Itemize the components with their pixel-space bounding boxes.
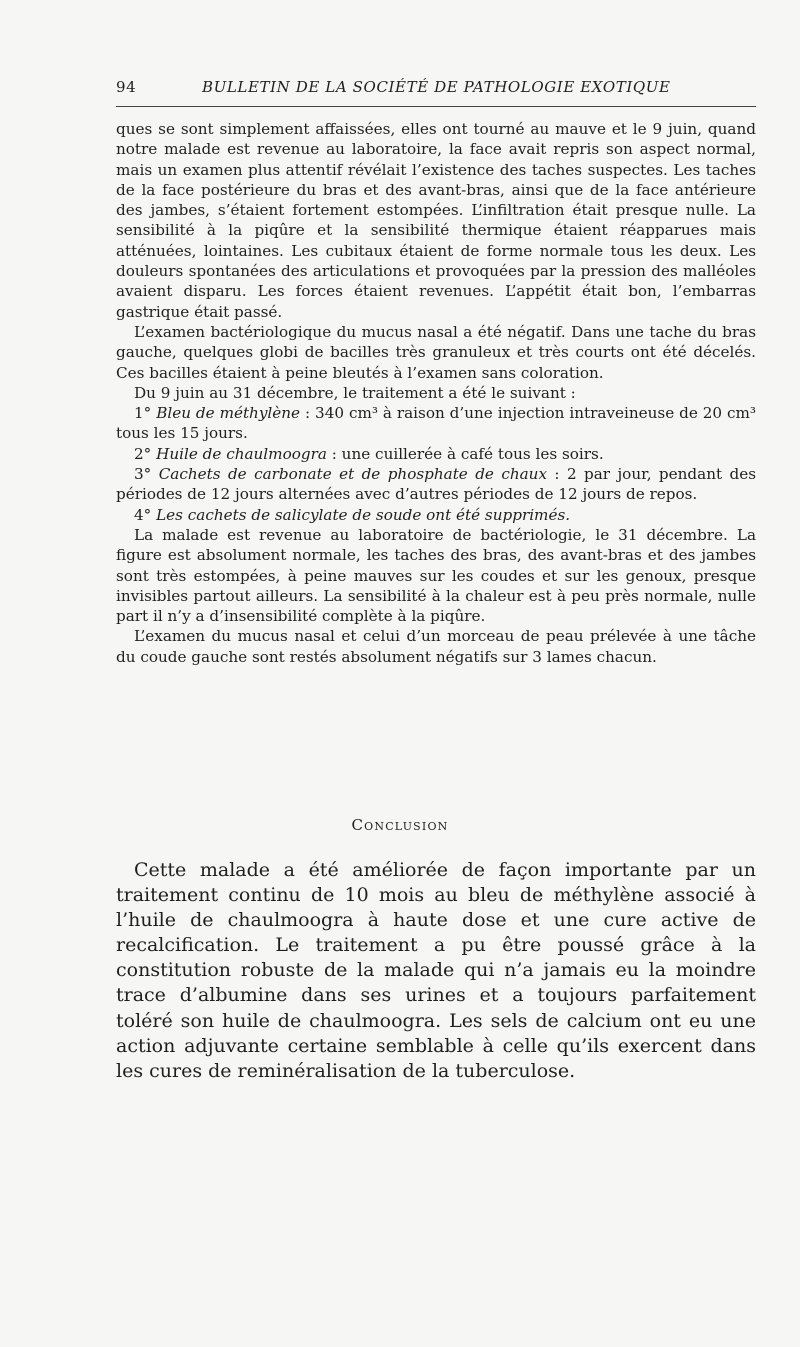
item-title: Huile de chaulmoogra (156, 444, 327, 463)
item-title: Les cachets de salicylate de soude ont été supprimés. (156, 505, 571, 524)
item-text: : 340 cm³ à raison d’une injection intraveineuse de 20 cm³ tous les 15 jours. (116, 404, 757, 443)
page-number: 94 (116, 78, 137, 96)
conclusion-text (116, 858, 756, 1084)
item-text: : une cuillerée à café tous les soirs. (326, 444, 604, 463)
paragraph-3: Du 9 juin au 31 décembre, le traitement a été le suivant : (134, 383, 576, 402)
paragraph-5: L’examen du mucus nasal et celui d’un morceau de peau prélevée à une tâche du coude gauche sont restés absolument négatifs sur 3 lames chacun. (116, 627, 756, 666)
header-rule (116, 106, 756, 107)
conclusion-paragraph: Cette malade a été améliorée de façon importante par un traitement continu de 10 mois au bleu de méthylène associé à l’huile de chaulmoogra à haute dose et une cure active de recalcification. Le traitement a pu être poussé grâce à la constitution robuste de la malade qui n’a jamais eu la moindre trace d’albumine dans ses urines et a toujours parfaitement toléré son huile de chaulmoogra. Les sels de calcium ont eu une action adjuvante certaine semblable à celle qu’ils exercent dans les cures de reminéralisation de la tuberculose. (116, 859, 756, 1082)
item-number: 3° (134, 465, 152, 484)
paragraph-2: L’examen bactériologique du mucus nasal a été négatif. Dans une tache du bras gauche, quelques globi de bacilles très granuleux et très courts ont été décelés. Ces bacilles étaient à peine bleutés à l’examen sans coloration. (116, 322, 756, 382)
paragraph-1: ques se sont simplement affaissées, elles ont tourné au mauve et le 9 juin, quand notre malade est revenue au laboratoire, la face avait repris son aspect normal, mais un examen plus attentif révélait l’existence des taches suspectes. Les taches de la face postérieure du bras et des avant-bras, ainsi que de la face antérieure des jambes, s’étaient fortement estompées. L’infiltration était presque nulle. La sensibilité à la piqûre et la sensibilité thermique étaient réapparues mais atténuées, lointaines. Les cubitaux étaient de forme normale tous les deux. Les douleurs spontanées des articulations et provoquées par la pression des malléoles avaient disparu. Les forces étaient revenues. L’appétit était bon, l’embarras gastrique était passé. (116, 120, 756, 321)
item-number: 4° (134, 505, 152, 524)
running-title: BULLETIN DE LA SOCIÉTÉ DE PATHOLOGIE EXOTIQUE (202, 78, 671, 96)
treatment-item-3 (116, 464, 756, 505)
section-title-conclusion: Conclusion (351, 816, 449, 834)
item-title: Cachets de carbonate et de phosphate de chaux (158, 465, 548, 484)
item-number: 2° (134, 444, 152, 463)
item-title: Bleu de méthylène (156, 404, 301, 423)
item-text: : 2 par jour, pendant des périodes de 12 jours alternées avec d’autres périodes de 12 jours de repos. (116, 465, 756, 504)
treatment-item-4 (116, 505, 756, 525)
article-body (116, 119, 756, 667)
treatment-item-2 (116, 444, 756, 464)
treatment-item-1 (116, 403, 756, 444)
item-number: 1° (134, 404, 152, 423)
paragraph-4: La malade est revenue au laboratoire de bactériologie, le 31 décembre. La figure est absolument normale, les taches des bras, des avant-bras et des jambes sont très estompées, à peine mauves sur les coudes et sur les genoux, presque invisibles partout ailleurs. La sensibilité à la chaleur est à peu près normale, nulle part il n’y a d’insensibilité complète à la piqûre. (116, 525, 756, 626)
